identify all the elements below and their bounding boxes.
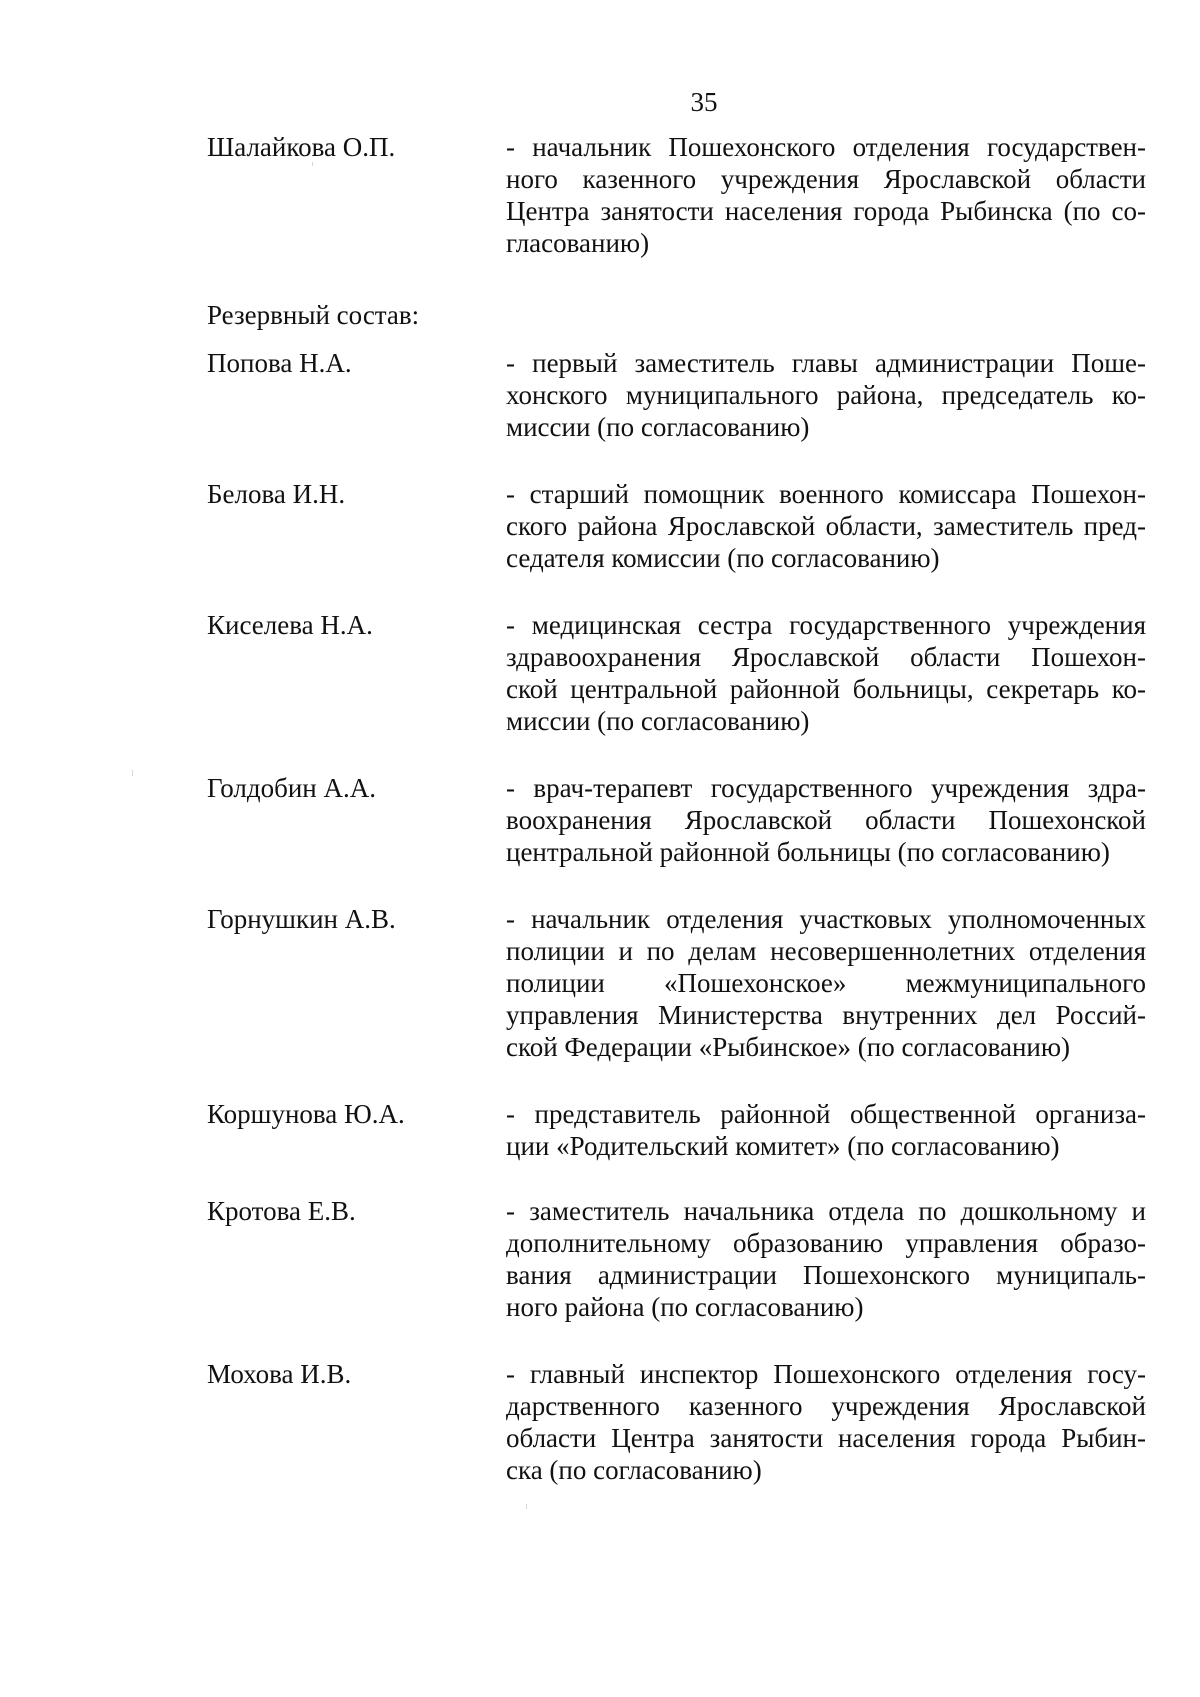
position-line: ного района (по согласованию) (506, 1292, 864, 1322)
member-position (506, 347, 1146, 443)
position-line: ской центральной районной больницы, секретарь ко- (506, 674, 1146, 704)
position-line: гласованию) (506, 228, 650, 258)
member-position (506, 903, 1146, 1063)
position-line: ции «Родительский комитет» (по согласованию) (506, 1131, 1060, 1161)
position-line: Центра занятости населения города Рыбинска (по со- (506, 196, 1146, 226)
position-line: ской Федерации «Рыбинское» (по согласованию) (506, 1032, 1071, 1062)
member-name: Голдобин А.А. (207, 773, 376, 803)
member-name: Горнушкин А.В. (207, 904, 396, 934)
position-line: - заместитель начальника отдела по дошкольному и (506, 1196, 1146, 1226)
member-position (506, 609, 1146, 737)
position-line: - начальник отделения участковых уполномоченных (506, 904, 1146, 934)
position-line: полиции «Пошехонское» межмуниципального (506, 968, 1146, 998)
member-name: Шалайкова О.П. (207, 132, 396, 162)
position-line: управления Министерства внутренних дел Россий- (506, 1000, 1146, 1030)
scan-artifact (526, 1504, 527, 1509)
member-name: Мохова И.В. (207, 1359, 352, 1389)
position-line: седателя комиссии (по согласованию) (506, 543, 940, 573)
position-line: области Центра занятости населения города Рыбин- (506, 1423, 1146, 1453)
position-line: полиции и по делам несовершеннолетних отделения (506, 936, 1146, 966)
position-line: - старший помощник военного комиссара Пошехон- (506, 479, 1146, 509)
position-line: миссии (по согласованию) (506, 706, 810, 736)
member-name: Киселева Н.А. (207, 610, 373, 640)
member-position (506, 1358, 1146, 1486)
position-line: дарственного казенного учреждения Ярославской (506, 1391, 1146, 1421)
member-position (506, 131, 1146, 259)
member-position (506, 772, 1146, 868)
position-line: центральной районной больницы (по согласованию) (506, 837, 1110, 867)
position-line: - первый заместитель главы администрации Поше- (506, 348, 1146, 378)
scan-artifact (132, 770, 133, 776)
member-name: Коршунова Ю.А. (207, 1099, 405, 1129)
position-line: здравоохранения Ярославской области Пошехон- (506, 642, 1146, 672)
position-line: хонского муниципального района, председатель ко- (506, 380, 1146, 410)
position-line: ского района Ярославской области, заместитель пред- (506, 511, 1146, 541)
position-line: дополнительному образованию управления образо- (506, 1228, 1146, 1258)
scan-artifact (312, 162, 313, 166)
position-line: вания администрации Пошехонского муниципаль- (506, 1260, 1146, 1290)
position-line: - врач-терапевт государственного учреждения здра- (506, 773, 1146, 803)
position-line: - медицинская сестра государственного учреждения (506, 610, 1146, 640)
position-line: ска (по согласованию) (506, 1455, 762, 1485)
member-name: Кротова Е.В. (207, 1196, 356, 1226)
reserve-heading: Резервный состав: (207, 300, 420, 330)
member-position (506, 1195, 1146, 1323)
position-line: - представитель районной общественной организа- (506, 1099, 1146, 1129)
member-name: Попова Н.А. (207, 348, 352, 378)
position-line: - главный инспектор Пошехонского отделения госу- (506, 1359, 1146, 1389)
position-line: ного казенного учреждения Ярославской области (506, 164, 1146, 194)
member-name: Белова И.Н. (207, 479, 346, 509)
member-position (506, 1098, 1146, 1162)
position-line: - начальник Пошехонского отделения государствен- (506, 132, 1146, 162)
position-line: миссии (по согласованию) (506, 412, 810, 442)
member-position (506, 478, 1146, 574)
position-line: воохранения Ярославской области Пошехонской (506, 805, 1146, 835)
page-number: 35 (690, 87, 718, 117)
